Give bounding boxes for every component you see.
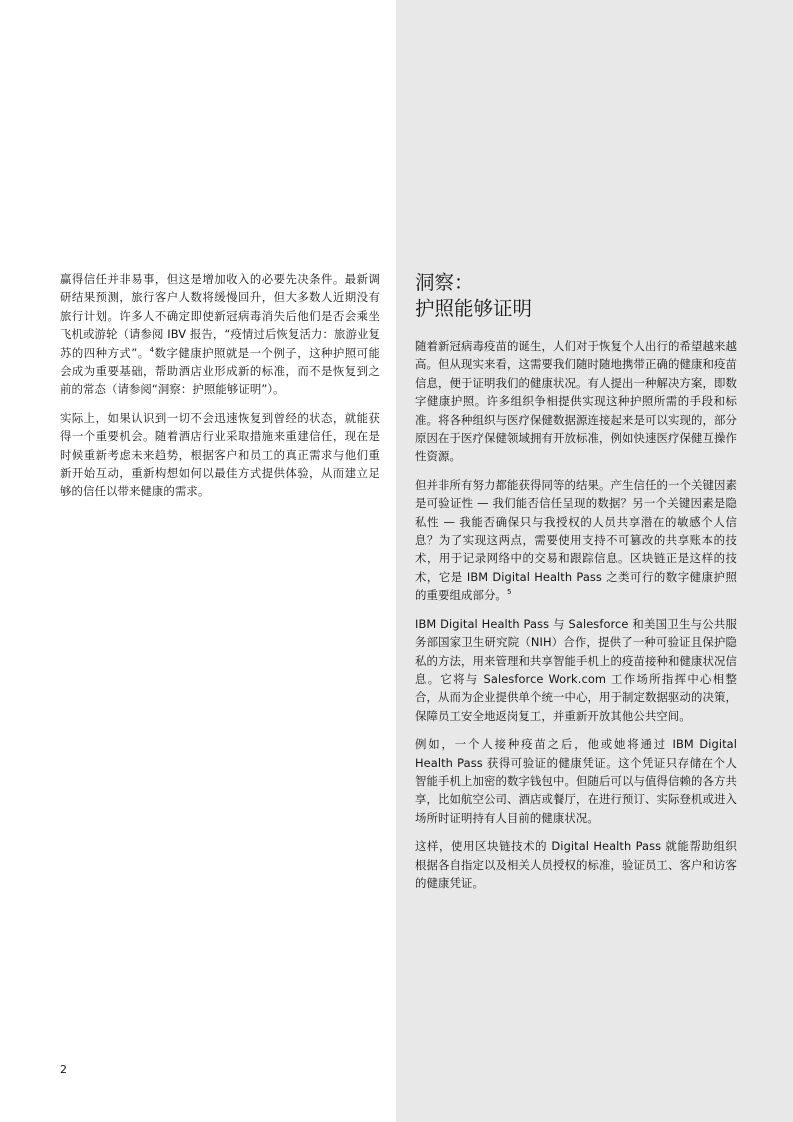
body-paragraph [60, 270, 380, 399]
sidebar-paragraph: IBM Digital Health Pass 与 Salesforce 和美国卫生与公共服务部国家卫生研究院（NIH）合作，提供了一种可验证且保护隐私的方法，用来管理和共享智能手机上的疫苗接种和健康状况信息。它将与 Salesforce Work.com 工作场所指挥中心相整合，从而为企业提供单个统一中心，用于制定数据驱动的决策，保障员工安全地返岗复工，并重新开放其他公共空间。 [415, 616, 737, 723]
sidebar-paragraph: 随着新冠病毒疫苗的诞生，人们对于恢复个人出行的希望越来越高。但从现实来看，这需要我们随时随地携带正确的健康和疫苗信息，便于证明我们的健康状况。有人提出一种解决方案，即数字健康护照。许多组织争相提供实现这种护照所需的手段和标准。将各种组织与医疗保健数据源连接起来是可以实现的，部分原因在于医疗保健领域拥有开放标准，例如快速医疗保健互操作性资源。 [415, 339, 737, 464]
sidebar-heading-line: 洞察： [415, 271, 474, 294]
sidebar-paragraph [415, 476, 737, 605]
sidebar-paragraph: 这样，使用区块链技术的 Digital Health Pass 就能帮助组织根据各自指定以及相关人员授权的标准，验证员工、客户和访客的健康凭证。 [415, 839, 737, 890]
sidebar-paragraph: 例如，一个人接种疫苗之后，他或她将通过 IBM Digital Health Pass 获得可验证的健康凭证。这个凭证只存储在个人智能手机上加密的数字钱包中。但随后可以与值得信赖的各方共享，比如航空公司、酒店或餐厅，在进行预订、实际登机或进入场所时证明持有人目前的健康状况。 [415, 737, 737, 825]
sidebar-heading-line: 护照能够证明 [415, 297, 533, 320]
page-number: 2 [60, 1063, 67, 1076]
footnote-ref: 5 [506, 588, 512, 597]
sidebar-column [415, 270, 737, 902]
footnote-ref: 4 [149, 345, 155, 354]
main-column [60, 270, 380, 511]
paragraph-text: 但并非所有努力都能获得同等的结果。产生信任的一个关键因素是可验证性 — 我们能否信任呈现的数据？另一个关键因素是隐私性 — 我能否确保只与我授权的人员共享潜在的敏感个人信息？为了实现这两点，需要使用支持不可篡改的共享账本的技术，用于记录网络中的交易和跟踪信息。区块链正是这样的技术，它是 IBM Digital Health Pass 之类可行的数字健康护照的重要组成部分。 [415, 477, 737, 603]
sidebar-heading [415, 270, 737, 322]
paragraph-text: 数字健康护照就是一个例子，这种护照可能会成为重要基础，帮助酒店业形成新的标准，而不是恢复到之前的常态（请参阅“洞察：护照能够证明”）。 [60, 345, 381, 397]
paragraph-text: 赢得信任并非易事，但这是增加收入的必要先决条件。最新调研结果预测，旅行客户人数将缓慢回升，但大多数人近期没有旅行计划。许多人不确定即使新冠病毒消失后他们是否会乘坐飞机或游轮（请参阅 IBV 报告，“疫情过后恢复活力：旅游业复苏的四种方式”。 [60, 272, 380, 360]
body-paragraph: 实际上，如果认识到一切不会迅速恢复到曾经的状态，就能获得一个重要机会。随着酒店行业采取措施来重建信任，现在是时候重新考虑未来趋势，根据客户和员工的真正需求与他们重新开始互动，重新构想如何以最佳方式提供体验，从而建立足够的信任以带来健康的需求。 [60, 410, 380, 499]
